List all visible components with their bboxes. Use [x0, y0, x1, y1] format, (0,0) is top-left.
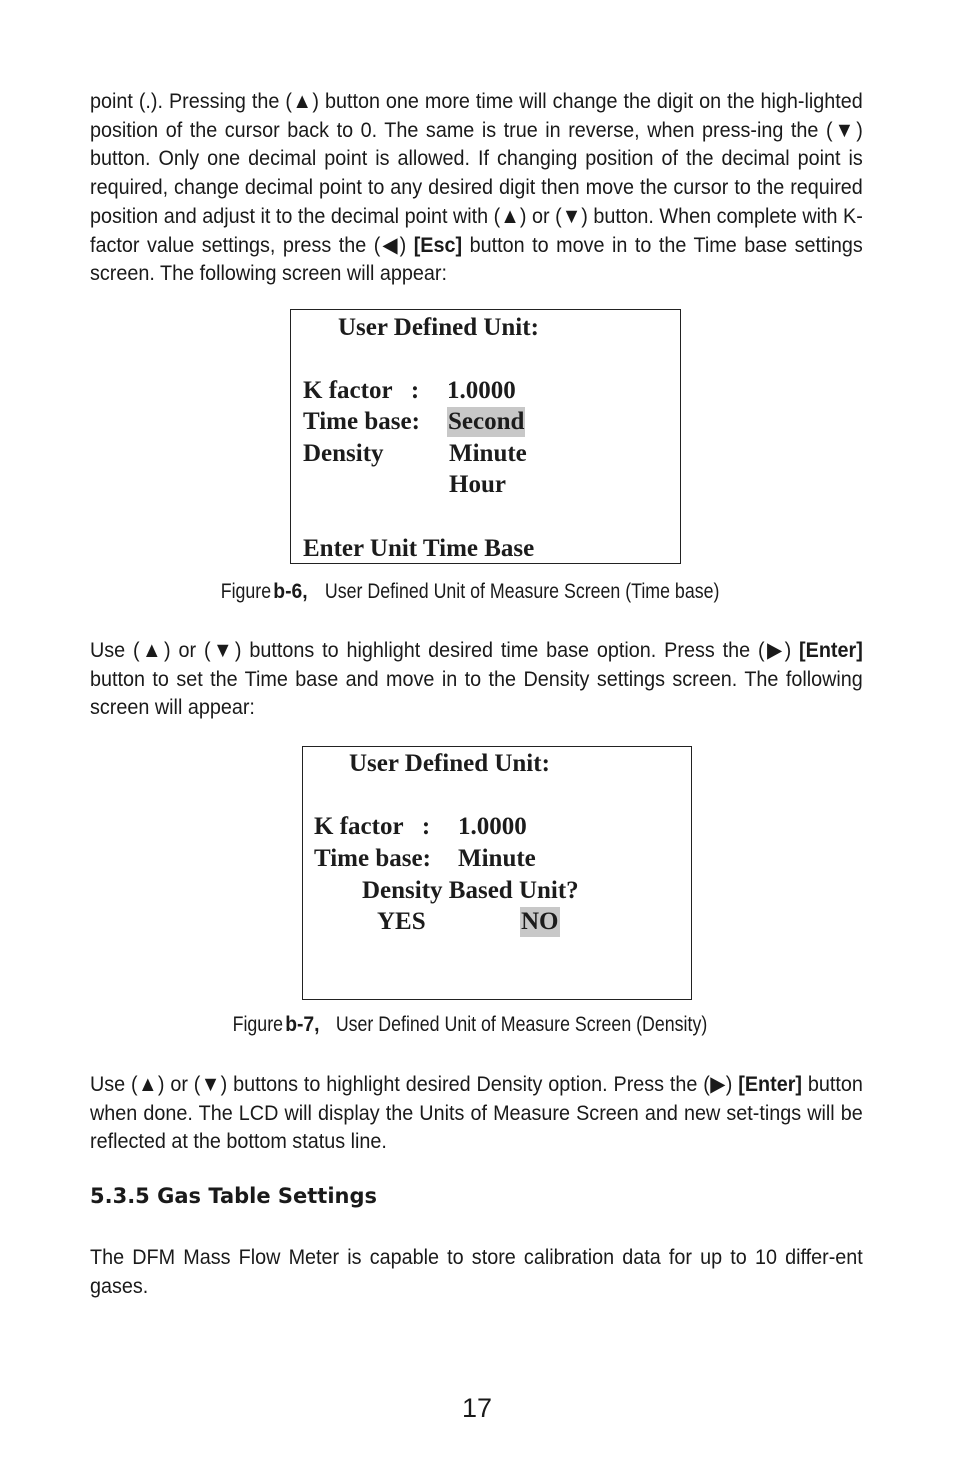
lcd-status-line: Enter Unit Time Base	[303, 535, 535, 562]
lcd-title: User Defined Unit:	[349, 750, 550, 777]
up-arrow-icon: ▲	[500, 203, 520, 228]
paragraph-time-base: Use (▲) or (▼) buttons to highlight desired time base option. Press the (▶) [Enter] button to set the Time base and move in to the Density settings screen. The following screen will appear:	[90, 638, 863, 720]
down-arrow-icon: ▼	[832, 117, 857, 142]
up-arrow-icon: ▲	[137, 1072, 158, 1096]
down-arrow-icon: ▼	[210, 638, 235, 662]
time-base-label: Time base:	[303, 408, 420, 435]
density-question: Density Based Unit?	[362, 877, 579, 904]
paragraph-gas-table: The DFM Mass Flow Meter is capable to store calibration data for up to 10 differ-ent gases.	[90, 1245, 863, 1298]
down-arrow-icon: ▼	[561, 203, 582, 228]
figure-id: b-6,	[272, 580, 308, 603]
esc-key-label: [Esc]	[413, 232, 463, 257]
up-arrow-icon: ▲	[139, 638, 165, 662]
lcd-screen-density	[302, 746, 692, 1000]
density-label: Density	[303, 440, 384, 467]
page-number: 17	[461, 1393, 493, 1423]
density-option-no-selected: NO	[521, 908, 559, 935]
time-base-option: Minute	[449, 440, 527, 467]
enter-key-label: [Enter]	[738, 1072, 802, 1096]
k-factor-value: 1.0000	[458, 813, 527, 840]
paragraph-decimal-point: point (.). Pressing the (▲) button one more time will change the digit on the high-lighted position of the cursor back to 0. The same is true in reverse, when press-ing the (▼) button. Only one decimal point is allowed. If changing position of the decimal point is required, change decimal point to any desired digit then move the cursor to the required position and adjust it to the decimal point with (▲) or (▼) button. When complete with K-factor value settings, press the (◀) [Esc] button to move in to the Time base settings screen. The following screen will appear:	[90, 89, 863, 286]
paragraph-density: Use (▲) or (▼) buttons to highlight desired Density option. Press the (▶) [Enter] button when done. The LCD will display the Units of Measure Screen and new set-tings will be reflected at the bottom status line.	[90, 1072, 863, 1154]
figure-caption: Figureb-7,User Defined Unit of Measure Screen (Density)	[232, 1013, 708, 1036]
right-arrow-icon: ▶	[709, 1072, 726, 1096]
enter-key-label: [Enter]	[799, 638, 863, 662]
k-factor-label: K factor :	[303, 377, 420, 404]
up-arrow-icon: ▲	[291, 89, 313, 113]
figure-id: b-7,	[285, 1013, 320, 1036]
down-arrow-icon: ▼	[200, 1072, 221, 1096]
section-heading: 5.3.5 Gas Table Settings	[90, 1184, 378, 1208]
time-base-option-selected: Second	[448, 408, 525, 435]
time-base-option: Hour	[449, 471, 506, 498]
left-arrow-icon: ◀	[380, 232, 400, 257]
lcd-title: User Defined Unit:	[338, 314, 539, 341]
density-option-yes: YES	[377, 908, 426, 935]
time-base-value: Minute	[458, 845, 536, 872]
lcd-screen-time-base	[290, 309, 681, 564]
time-base-label: Time base:	[314, 845, 431, 872]
k-factor-value: 1.0000	[447, 377, 516, 404]
figure-caption: Figureb-6,User Defined Unit of Measure Screen (Time base)	[220, 580, 719, 603]
k-factor-label: K factor :	[314, 813, 431, 840]
right-arrow-icon: ▶	[764, 638, 785, 662]
